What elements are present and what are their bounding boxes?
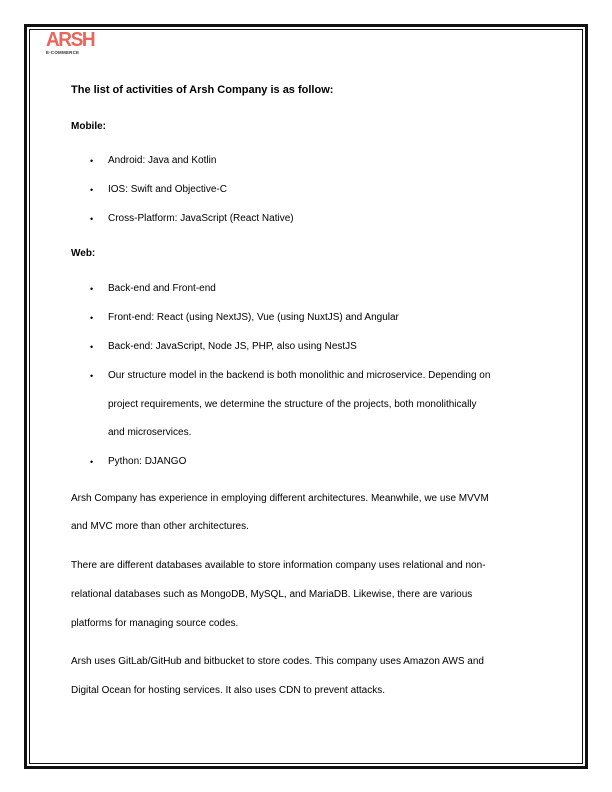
list-item-continuation: project requirements, we determine the structure of the projects, both monolithically	[108, 399, 477, 410]
list-item: IOS: Swift and Objective-C	[108, 184, 227, 195]
list-item: Android: Java and Kotlin	[108, 155, 217, 166]
bullet: •	[90, 313, 94, 323]
paragraph-line: Arsh Company has experience in employing different architectures. Meanwhile, we use MVVM	[71, 493, 489, 504]
logo-tagline: E-COMMERCE	[46, 50, 80, 55]
bullet: •	[90, 185, 94, 195]
section-heading-web: Web:	[71, 248, 96, 259]
list-item: Python: DJANGO	[108, 456, 187, 467]
bullet: •	[90, 284, 94, 294]
bullet: •	[90, 214, 94, 224]
bullet: •	[90, 371, 94, 381]
section-heading-mobile: Mobile:	[71, 121, 106, 132]
paragraph-line: platforms for managing source codes.	[71, 618, 239, 629]
list-item-continuation: and microservices.	[108, 427, 192, 438]
paragraph-line: and MVC more than other architectures.	[71, 521, 249, 532]
paragraph-line: Digital Ocean for hosting services. It also uses CDN to prevent attacks.	[71, 685, 386, 696]
company-logo	[46, 30, 96, 55]
list-item: Back-end: JavaScript, Node JS, PHP, also using NestJS	[108, 341, 357, 352]
list-item: Our structure model in the backend is both monolithic and microservice. Depending on	[108, 370, 491, 381]
document-title: The list of activities of Arsh Company is as follow:	[71, 84, 334, 96]
list-item: Back-end and Front-end	[108, 283, 216, 294]
list-item: Front-end: React (using NextJS), Vue (using NuxtJS) and Angular	[108, 312, 399, 323]
bullet: •	[90, 156, 94, 166]
logo-brand: ARSH	[46, 29, 95, 51]
bullet: •	[90, 457, 94, 467]
paragraph-line: There are different databases available to store information company uses relational and non-	[71, 560, 486, 571]
paragraph-line: Arsh uses GitLab/GitHub and bitbucket to store codes. This company uses Amazon AWS and	[71, 656, 484, 667]
paragraph-line: relational databases such as MongoDB, MySQL, and MariaDB. Likewise, there are various	[71, 589, 473, 600]
bullet: •	[90, 342, 94, 352]
list-item: Cross-Platform: JavaScript (React Native)	[108, 213, 294, 224]
page-border-inner	[29, 29, 583, 764]
